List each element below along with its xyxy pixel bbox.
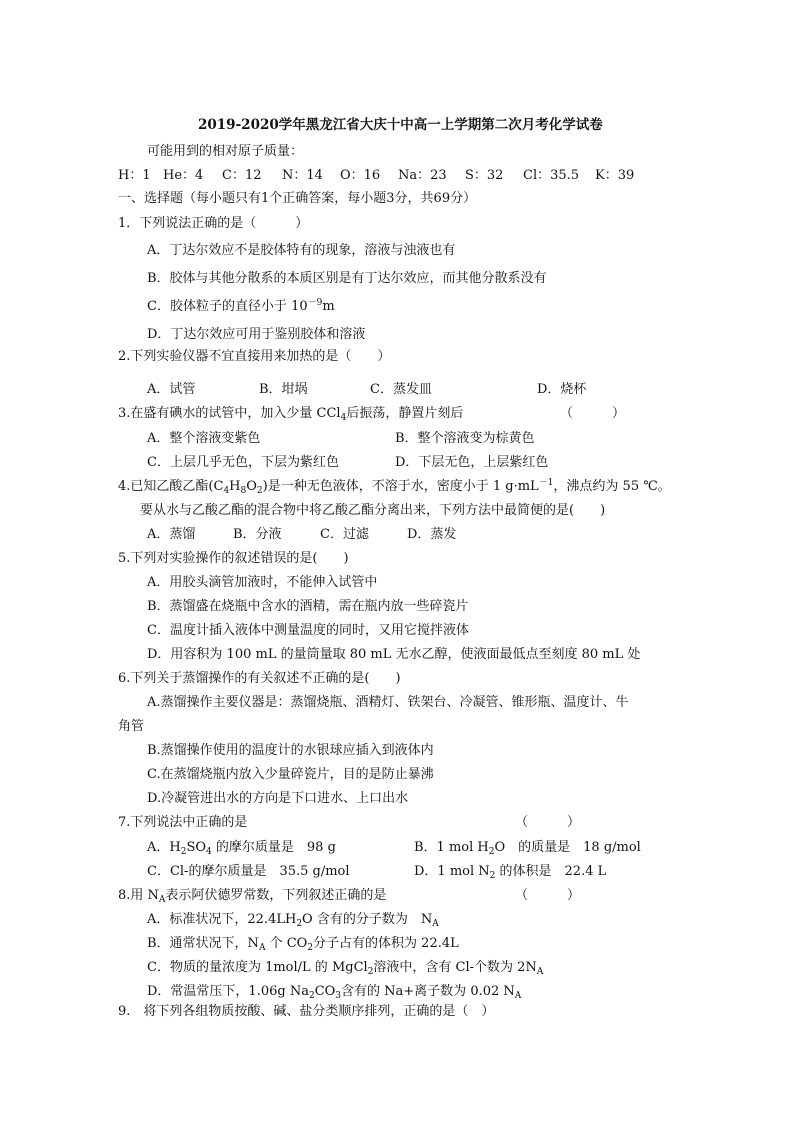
- atomic-mass-s: S：32: [465, 168, 504, 183]
- option-b: B．1 mol $H_2O$ 的质量是 18 g/mol: [414, 840, 641, 857]
- atomic-mass-he: He：4: [163, 168, 204, 183]
- option-d: D．蒸发: [407, 527, 457, 542]
- question-stem: 9. 将下列各组物质按酸、碱、盐分类顺序排列，正确的是（ ）: [118, 1004, 495, 1019]
- atomic-mass-k: K：39: [595, 168, 635, 183]
- option-a: A．丁达尔效应不是胶体特有的现象，溶液与浊液也有: [147, 243, 456, 258]
- question-stem: 4.已知乙酸乙酯$(C_4H_8O_2)$是一种无色液体，不溶于水，密度小于 1 $g\cdot mL^{-1}$，沸点约为 55 ℃。: [118, 478, 671, 496]
- option-b: B．坩埚: [259, 382, 308, 397]
- question-stem: 2.下列实验仪器不宜直接用来加热的是（ ）: [118, 349, 391, 364]
- option-d: D．用容积为 100 mL 的量筒量取 80 mL 无水乙醇，使液面最低点至刻度 80 mL 处: [147, 647, 641, 662]
- option-a: A．蒸馏: [147, 527, 196, 542]
- option-c: C．上层几乎无色，下层为紫红色: [147, 455, 339, 470]
- question-stem: 7.下列说法中正确的是: [118, 815, 248, 830]
- atomic-mass-cl: Cl：35.5: [523, 168, 580, 183]
- atomic-mass-na: Na：23: [398, 168, 447, 183]
- option-d: D.冷凝管进出水的方向是下口进水、上口出水: [147, 791, 409, 806]
- question-stem: 8.用 $N_A$表示阿伏德罗常数，下列叙述正确的是: [118, 888, 387, 905]
- option-c: C．物质的量浓度为 1mol/L 的 MgCl$_2$溶液中，含有 Cl-个数为 $2N_A$: [147, 960, 544, 977]
- option-a-cont: 角管: [118, 719, 145, 734]
- option-d: D．常温常压下，1.06g $Na_2CO_3$含有的 Na+离子数为 0.02 $N_A$: [147, 984, 522, 1001]
- option-c: C.在蒸馏烧瓶内放入少量碎瓷片，目的是防止暴沸: [147, 767, 434, 782]
- question-stem-cont: 要从水与乙酸乙酯的混合物中将乙酸乙酯分离出来，下列方法中最简便的是( ): [140, 503, 606, 518]
- option-c: C．温度计插入液体中测量温度的同时，又用它搅拌液体: [147, 623, 469, 638]
- option-a: A．整个溶液变紫色: [147, 431, 261, 446]
- option-c: C．过滤: [320, 527, 369, 542]
- option-d: D．烧杯: [537, 382, 587, 397]
- answer-paren: （ ）: [515, 888, 581, 903]
- atomic-mass-h: H：1: [118, 168, 151, 183]
- option-a: A．$H_2SO_4$ 的摩尔质量是 98 g: [147, 840, 336, 857]
- answer-paren: （ ）: [515, 815, 581, 830]
- option-c: C．胶体粒子的直径小于 $10^{-9}m$: [147, 298, 335, 314]
- question-stem: 3.在盛有碘水的试管中，加入少量 CCl$_4$后振荡，静置片刻后: [118, 406, 464, 423]
- option-c: C．Cl-的摩尔质量是 35.5 g/mol: [147, 864, 350, 879]
- option-c: C．蒸发皿: [370, 382, 432, 397]
- page-title: 2019-2020学年黑龙江省大庆十中高一上学期第二次月考化学试卷: [198, 117, 603, 133]
- question-stem: 6.下列关于蒸馏操作的有关叙述不正确的是( ): [118, 671, 401, 686]
- option-b: B．整个溶液变为棕黄色: [395, 431, 535, 446]
- option-b: B．分液: [233, 527, 282, 542]
- option-a: A．用胶头滴管加液时，不能伸入试管中: [147, 575, 378, 590]
- atomic-mass-c: C：12: [222, 168, 262, 183]
- option-b: B．通常状况下，$N_A$ 个 $CO_2$分子占有的体积为 22.4L: [147, 936, 459, 953]
- option-d: D．丁达尔效应可用于鉴别胶体和溶液: [147, 327, 366, 342]
- answer-paren: （ ）: [560, 406, 626, 421]
- section-heading: 一、选择题（每小题只有1个正确答案，每小题3分，共69分）: [118, 191, 477, 206]
- option-a: A.蒸馏操作主要仪器是：蒸馏烧瓶、酒精灯、铁架台、冷凝管、锥形瓶、温度计、牛: [147, 695, 629, 710]
- option-a: A．试管: [147, 382, 196, 397]
- option-b: B.蒸馏操作使用的温度计的水银球应插入到液体内: [147, 743, 434, 758]
- atomic-mass-intro: 可能用到的相对原子质量：: [147, 144, 304, 159]
- option-b: B．胶体与其他分散系的本质区别是有丁达尔效应，而其他分散系没有: [147, 271, 547, 286]
- question-stem: 1．下列说法正确的是（ ）: [118, 216, 309, 231]
- option-d: D．下层无色，上层紫红色: [395, 455, 549, 470]
- atomic-mass-o: O：16: [340, 168, 381, 183]
- option-b: B．蒸馏盛在烧瓶中含水的酒精，需在瓶内放一些碎瓷片: [147, 599, 469, 614]
- option-d: D．1 mol $N_2$ 的体积是 22.4 L: [414, 864, 607, 881]
- question-stem: 5.下列对实验操作的叙述错误的是( ): [118, 551, 349, 566]
- option-a: A．标准状况下，$22.4LH_2O$ 含有的分子数为 $N_A$: [147, 912, 439, 929]
- atomic-mass-n: N：14: [282, 168, 323, 183]
